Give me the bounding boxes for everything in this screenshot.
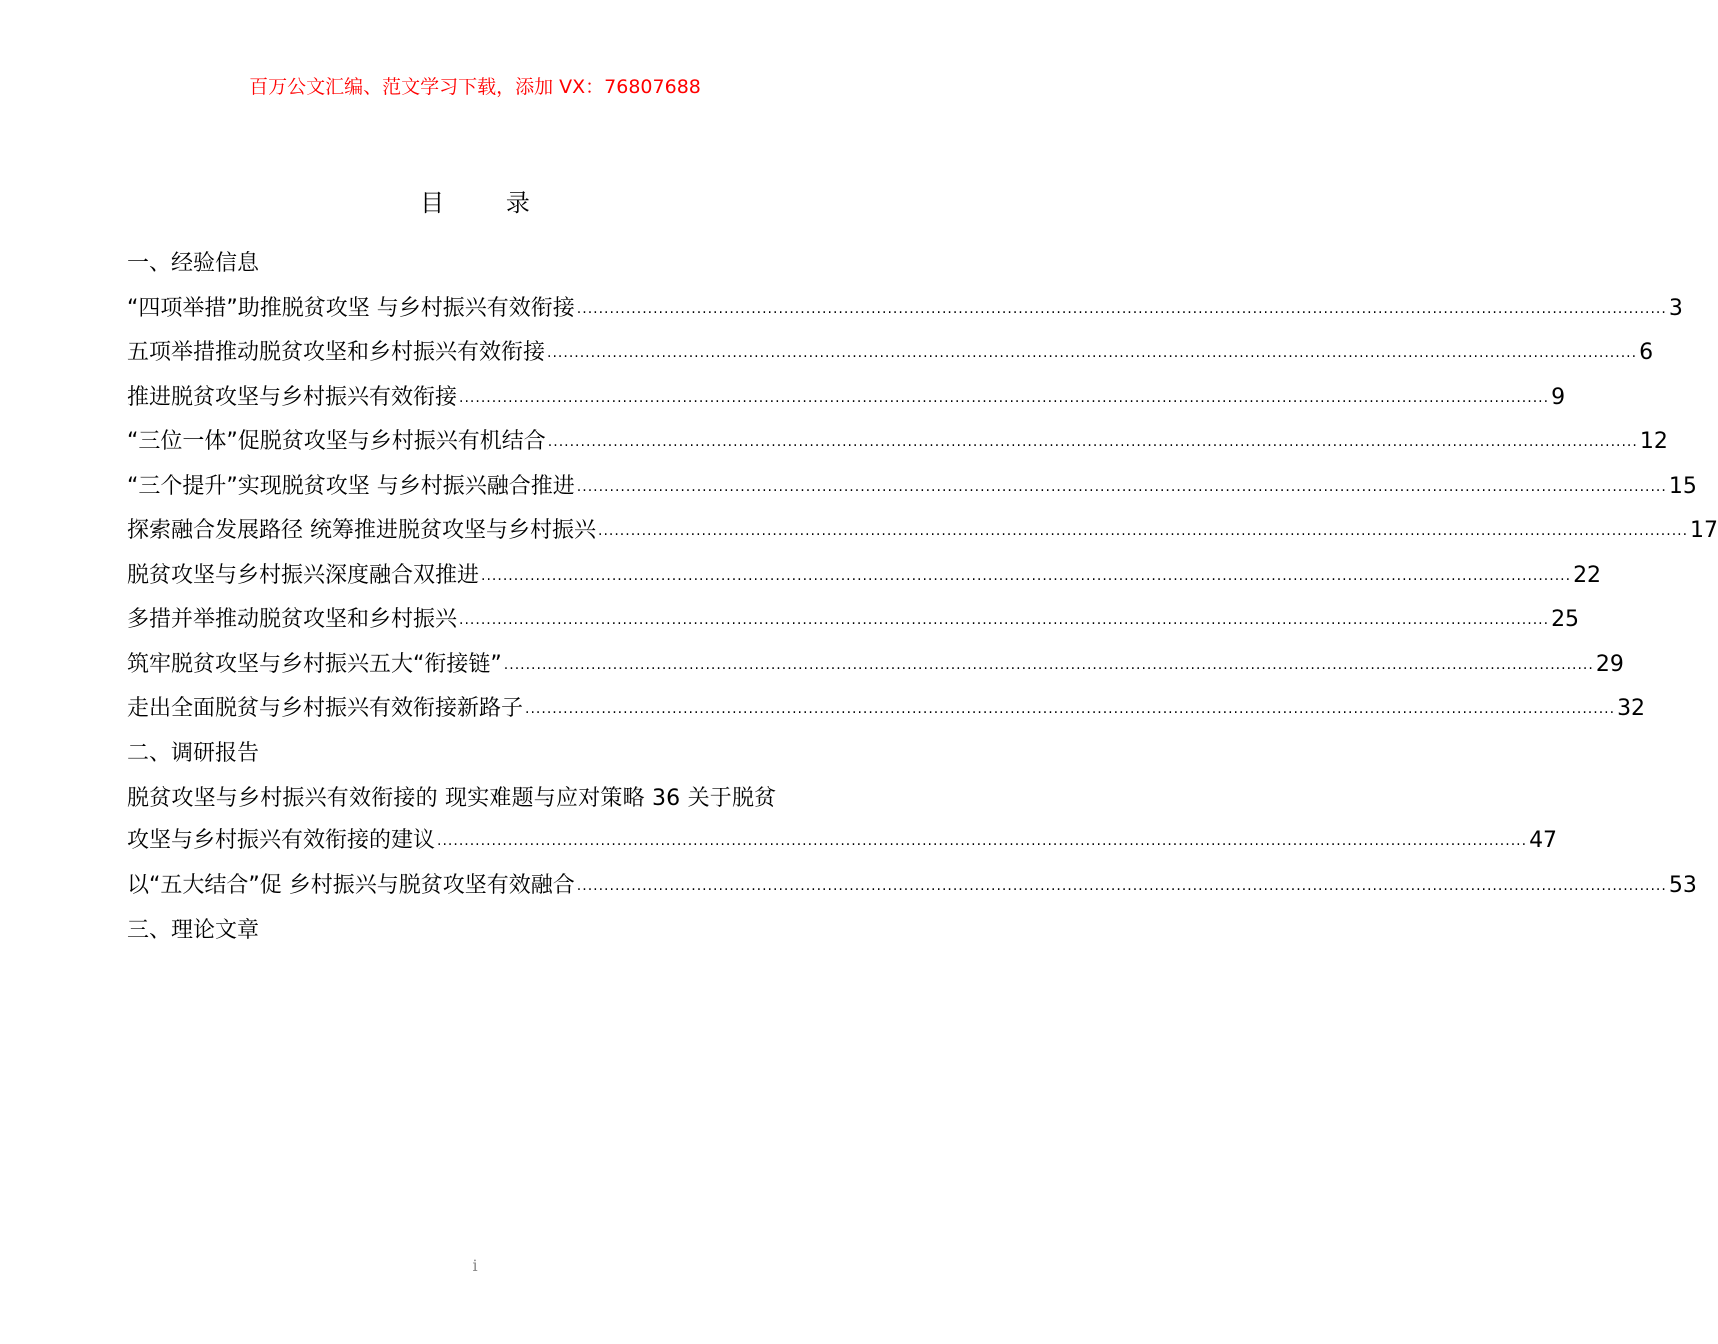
toc-entry-multiline[interactable] [127, 778, 1558, 862]
toc-entry-title: 走出全面脱贫与乡村振兴有效衔接新路子 [127, 696, 524, 721]
toc-entry-page: 22 [1573, 562, 1602, 588]
section-heading-experience: 一、经验信息 [127, 251, 260, 276]
toc-leader: ........................................................................................................................................................................................................ [576, 478, 1667, 495]
toc-leader: ........................................................................................................................................................................................................ [576, 878, 1667, 894]
toc-entry-title: 五项举措推动脱贫攻坚和乡村振兴有效衔接 [127, 340, 546, 365]
toc-entry-title: 脱贫攻坚与乡村振兴深度融合双推进 [127, 562, 480, 588]
toc-entry-title: “三位一体”促脱贫攻坚与乡村振兴有机结合 [127, 429, 546, 454]
toc-entry-page: 9 [1551, 384, 1566, 410]
toc-entry-page: 32 [1617, 696, 1646, 721]
toc-entry-line: 脱贫攻坚与乡村振兴有效衔接的 现实难题与应对策略 36 关于脱贫 [127, 786, 777, 811]
toc-leader: ........................................................................................................................................................................................................ [437, 833, 1528, 849]
toc-leader: ........................................................................................................................................................................................................ [576, 300, 1667, 317]
toc-entry-page: 3 [1668, 295, 1683, 321]
toc-leader: ........................................................................................................................................................................................................ [547, 345, 1638, 361]
toc-entry[interactable] [127, 287, 1683, 332]
toc-leader: ........................................................................................................................................................................................................ [547, 434, 1638, 450]
toc-entry[interactable] [127, 509, 1718, 554]
toc-leader: ........................................................................................................................................................................................................ [481, 567, 1572, 584]
toc-entry-page: 6 [1639, 340, 1654, 365]
section-heading-theory: 三、理论文章 [127, 917, 260, 943]
toc-entry-page: 17 [1690, 518, 1718, 543]
title-char-2: 录 [505, 189, 530, 217]
toc-entry-page: 47 [1529, 828, 1558, 853]
toc-entry-title: 以“五大结合”促 乡村振兴与脱贫攻坚有效融合 [127, 873, 575, 898]
toc-entry[interactable] [127, 465, 1697, 510]
toc-entry[interactable] [127, 420, 1668, 465]
watermark-header: 百万公文汇编、范文学习下载，添加 VX：76807688 [249, 76, 701, 98]
toc-entry-page: 12 [1639, 429, 1668, 454]
toc-entry-page: 25 [1551, 607, 1580, 632]
toc-entry[interactable] [127, 687, 1646, 732]
toc-entry-page: 29 [1595, 651, 1624, 677]
title-char-1: 目 [420, 189, 445, 217]
table-of-contents [127, 242, 1718, 953]
toc-entry[interactable] [127, 331, 1654, 376]
toc-leader: ........................................................................................................................................................................................................ [459, 612, 1550, 628]
toc-leader: ........................................................................................................................................................................................................ [525, 701, 1616, 717]
page-title [0, 183, 950, 218]
toc-leader: ........................................................................................................................................................................................................ [459, 389, 1550, 406]
toc-entry[interactable] [127, 554, 1602, 599]
toc-entry-title: “三个提升”实现脱贫攻坚 与乡村振兴融合推进 [127, 473, 575, 499]
toc-entry-line [127, 820, 1558, 862]
toc-entry-page: 53 [1668, 873, 1697, 898]
page-number: i [472, 1256, 478, 1275]
toc-entry-page: 15 [1668, 473, 1697, 499]
section-heading-research: 二、调研报告 [127, 740, 260, 766]
toc-entry-title: 多措并举推动脱贫攻坚和乡村振兴 [127, 607, 458, 632]
toc-entry-title: 推进脱贫攻坚与乡村振兴有效衔接 [127, 384, 458, 410]
toc-entry-title: 筑牢脱贫攻坚与乡村振兴五大“衔接链” [127, 651, 502, 677]
toc-entry-title: 探索融合发展路径 统筹推进脱贫攻坚与乡村振兴 [127, 518, 596, 543]
toc-entry[interactable] [127, 376, 1566, 421]
toc-entry[interactable] [127, 864, 1697, 909]
toc-entry-title: 攻坚与乡村振兴有效衔接的建议 [127, 828, 436, 853]
toc-entry[interactable] [127, 643, 1624, 688]
toc-entry[interactable] [127, 598, 1580, 643]
toc-leader: ........................................................................................................................................................................................................ [598, 523, 1689, 539]
toc-entry-title: “四项举措”助推脱贫攻坚 与乡村振兴有效衔接 [127, 295, 575, 321]
toc-leader: ........................................................................................................................................................................................................ [503, 656, 1594, 673]
